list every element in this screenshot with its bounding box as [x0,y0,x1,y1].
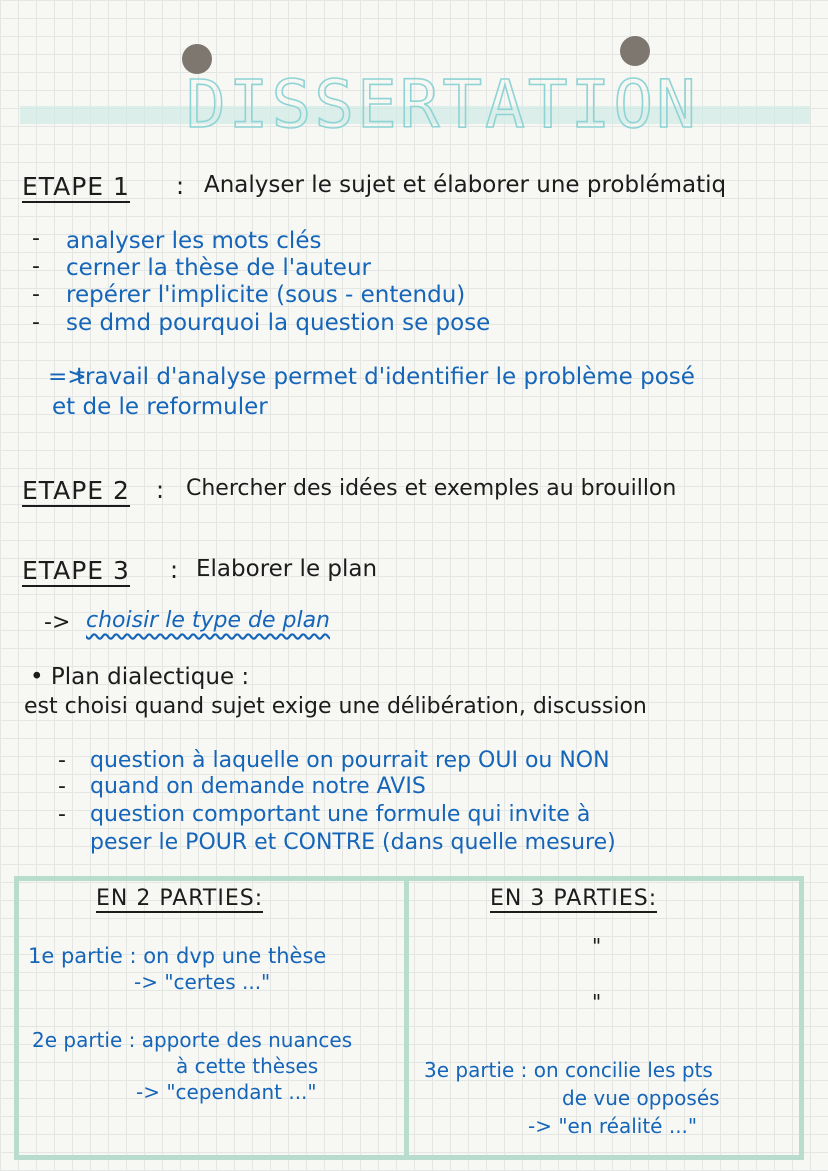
step2-colon: : [156,476,165,504]
plan-description: est choisi quand sujet exige une délibération, discussion [24,694,647,719]
step1-dash-4: - [32,310,40,335]
step1-colon: : [176,172,185,200]
step1-label: ETAPE 1 [22,172,130,201]
step3-dash-2: - [58,774,66,799]
plan-table-divider [404,876,409,1160]
left-part2-line2: à cette thèses [176,1054,319,1078]
page-title: DISSERTATION [186,66,699,143]
step1-dash-1: - [32,226,40,251]
step1-item-1: analyser les mots clés [66,228,322,254]
step3-item-3-line2: peser le POUR et CONTRE (dans quelle mesure) [90,830,616,855]
left-part2-label: 2e partie : apporte des nuances [32,1028,353,1052]
right-heading: EN 3 PARTIES: [490,886,658,911]
step3-dash-3: - [58,802,66,827]
step3-colon: : [170,556,179,584]
right-part3-sub: -> "en réalité ..." [528,1114,698,1138]
left-part1-label: 1e partie : on dvp une thèse [28,944,327,968]
step1-dash-3: - [32,282,40,307]
step3-arrow: -> [44,610,71,635]
step3-item-2: quand on demande notre AVIS [90,774,426,799]
step3-item-1: question à laquelle on pourrait rep OUI ou NON [90,748,610,773]
step2-text: Chercher des idées et exemples au brouillon [186,476,677,501]
step1-text: Analyser le sujet et élaborer une problématiq [204,172,727,198]
left-heading: EN 2 PARTIES: [96,886,264,911]
plan-title: • Plan dialectique : [30,664,250,690]
step1-result-line2: et de le reformuler [52,394,268,420]
right-ditto-2: " [592,990,602,1014]
step1-result-arrow: => [48,364,87,390]
step1-result-line1: travail d'analyse permet d'identifier le problème posé [76,364,695,390]
binder-hole-right [620,36,650,66]
step3-label: ETAPE 3 [22,556,130,585]
left-part1-sub: -> "certes ..." [134,970,271,994]
right-part3-label: 3e partie : on concilie les pts [424,1058,713,1082]
step1-item-4: se dmd pourquoi la question se pose [66,310,491,336]
step3-item-3: question comportant une formule qui invite à [90,802,591,827]
left-part2-sub: -> "cependant ..." [136,1080,317,1104]
right-part3-line2: de vue opposés [562,1086,720,1110]
step1-dash-2: - [32,254,40,279]
step2-label: ETAPE 2 [22,476,130,505]
step1-item-2: cerner la thèse de l'auteur [66,255,371,281]
right-ditto-1: " [592,934,602,958]
step3-choose: choisir le type de plan [86,608,330,633]
step1-item-3: repérer l'implicite (sous - entendu) [66,282,466,308]
step3-dash-1: - [58,748,66,773]
step3-text: Elaborer le plan [196,556,378,582]
